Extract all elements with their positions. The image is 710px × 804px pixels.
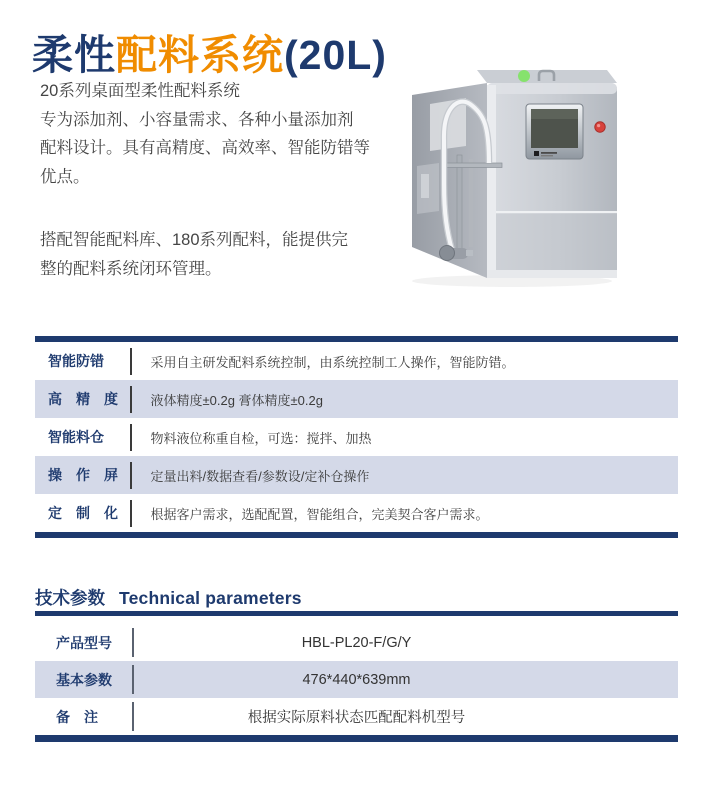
dispense-rod [457,155,462,254]
brand-logo-subtext [541,155,553,156]
feature-desc: 物料液位称重自检，可选：搅拌、加热 [150,430,372,446]
table-bottom-rule [35,532,678,538]
dispense-rod-2 [469,159,473,247]
table-row [35,494,678,532]
tech-heading-rule [35,611,678,616]
bracket-bar [446,163,502,168]
intro-line: 搭配智能配料库、180系列配料，能提供完 [40,231,349,249]
intro-line: 专为添加剂、小容量需求、各种小量添加剂 [40,110,354,129]
tech-section-heading [35,585,302,610]
machine-top-strip [487,83,617,94]
feature-label: 智能防错 [48,353,104,369]
stop-button [595,122,605,132]
pump-nozzle [466,250,473,256]
intro-line: 整的配料系统闭环管理。 [40,259,222,278]
touchscreen [526,104,583,159]
feature-desc: 定量出料/数据查看/参数设/定补仓操作 [150,468,370,484]
title-part-2: 配料系统 [116,32,284,78]
tech-label: 基本参数 [56,671,112,688]
title-part-1: 柔性 [32,32,116,78]
table-row [35,698,678,735]
feature-label: 定 制 化 [48,505,118,521]
tech-heading-en: Technical parameters [119,588,302,608]
feature-desc: 采用自主研发配料系统控制，由系统控制工人操作，智能防错。 [150,354,515,370]
intro-line: 配料设计。具有高精度、高效率、智能防错等 [40,139,370,157]
intro-paragraph-2 [40,226,410,283]
machine-base-trim [487,270,617,278]
product-image [400,64,620,289]
stop-button-highlight [597,124,600,127]
tech-heading-zh: 技术参数 [35,588,105,608]
intro-line: 20系列桌面型柔性配料系统 [40,82,240,100]
table-row [35,661,678,698]
machine-corner-trim [487,85,496,278]
table-row [35,624,678,661]
table-row [35,380,678,418]
table-row [35,456,678,494]
brand-logo-text [541,152,557,154]
indicator-light-green [518,70,530,82]
pump-head [440,246,455,261]
page-title [32,22,387,81]
tech-value: 根据实际原料状态匹配配料机型号 [247,710,466,726]
intro-line: 优点。 [40,167,90,186]
feature-desc: 根据客户需求，选配配置，智能组合，完美契合客户需求。 [150,506,489,522]
tech-table [35,624,678,742]
tech-label: 产品型号 [56,634,112,651]
feature-label: 操 作 屏 [48,467,118,483]
table-row [35,418,678,456]
intro-paragraph-1 [40,77,410,191]
tech-value: 476*440*639mm [302,671,411,688]
machine-illustration [400,64,620,289]
tech-label: 备 注 [56,708,98,725]
tech-value: HBL-PL20-F/G/Y [301,634,412,651]
machine-lower-band [496,214,617,271]
feature-label: 高 精 度 [48,391,118,407]
feature-table [35,336,678,538]
table-row [35,342,678,380]
tech-table-bottom-rule [35,735,678,742]
feature-desc: 液体精度±0.2g 膏体精度±0.2g [150,392,323,408]
feature-label: 智能料仓 [48,429,104,445]
machine-seam [496,211,617,213]
title-part-3: (20L) [284,32,387,78]
brand-logo-mark [534,151,539,156]
left-panel-slot [421,174,429,198]
